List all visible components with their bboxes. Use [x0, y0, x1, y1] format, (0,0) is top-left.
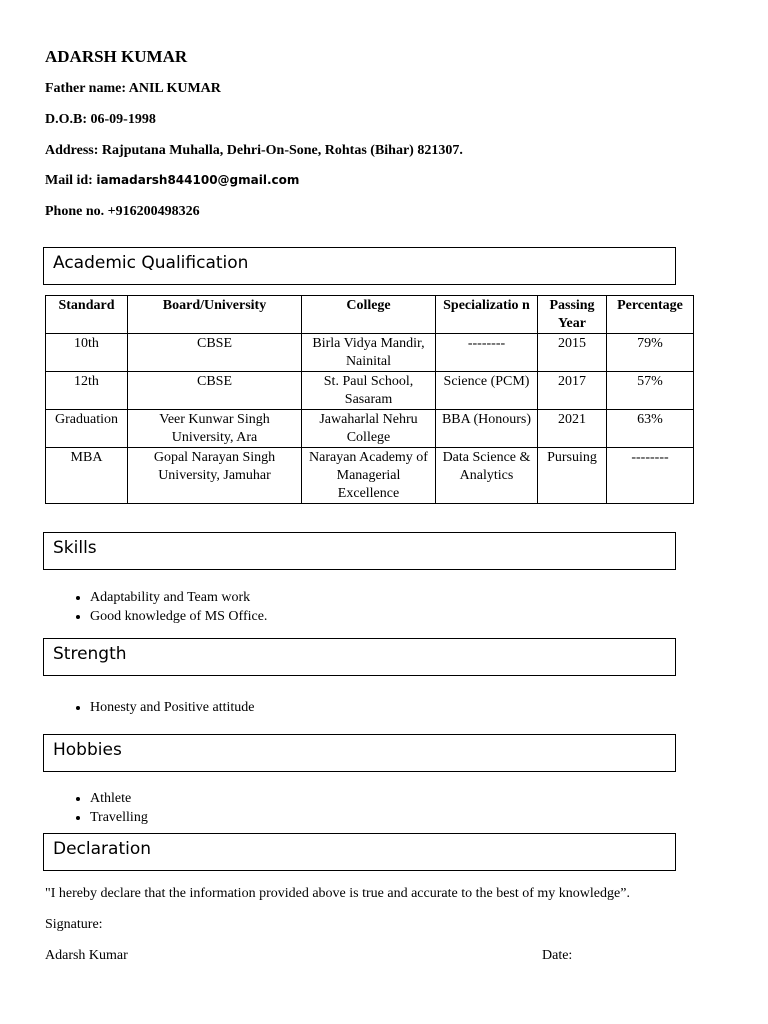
table-row	[46, 448, 694, 504]
table-header-row	[46, 296, 694, 334]
address: Address: Rajputana Muhalla, Dehri-On-Sone, Rohtas (Bihar) 821307.	[45, 143, 463, 158]
table-row	[46, 410, 694, 448]
table-row	[46, 372, 694, 410]
mail-value: iamadarsh844100@gmail.com	[96, 173, 300, 187]
header-cell: Percentage	[607, 296, 694, 334]
hobbies-list	[45, 789, 148, 827]
table-cell: CBSE	[128, 334, 302, 372]
skills-list	[45, 588, 267, 626]
table-cell: --------	[607, 448, 694, 504]
table-cell: 12th	[46, 372, 128, 410]
table-cell: Pursuing	[538, 448, 607, 504]
table-cell: Veer Kunwar Singh University, Ara	[128, 410, 302, 448]
table-cell: 2017	[538, 372, 607, 410]
declaration-statement: "I hereby declare that the information provided above is true and accurate to the best of my knowledge”.	[45, 886, 630, 901]
father-name: Father name: ANIL KUMAR	[45, 81, 221, 96]
table-cell: Jawaharlal Nehru College	[302, 410, 436, 448]
date-label: Date:	[542, 948, 573, 963]
phone-number: Phone no. +916200498326	[45, 204, 200, 219]
list-item: • Athlete	[90, 789, 148, 808]
header-cell: Passing Year	[538, 296, 607, 334]
table-cell: 10th	[46, 334, 128, 372]
list-item: • Travelling	[90, 808, 148, 827]
candidate-name: ADARSH KUMAR	[45, 47, 188, 66]
list-item: • Good knowledge of MS Office.	[90, 607, 267, 626]
table-cell: BBA (Honours)	[436, 410, 538, 448]
academic-table	[45, 295, 694, 504]
mail-id	[45, 173, 299, 189]
table-cell: MBA	[46, 448, 128, 504]
section-skills-heading: Skills	[43, 532, 676, 570]
signer-name: Adarsh Kumar	[45, 948, 128, 963]
section-academic-heading: Academic Qualification	[43, 247, 676, 285]
table-cell: St. Paul School, Sasaram	[302, 372, 436, 410]
header-cell: College	[302, 296, 436, 334]
table-cell: Gopal Narayan Singh University, Jamuhar	[128, 448, 302, 504]
section-declaration-heading: Declaration	[43, 833, 676, 871]
table-cell: Graduation	[46, 410, 128, 448]
table-cell: Narayan Academy of Managerial Excellence	[302, 448, 436, 504]
mail-label: Mail id:	[45, 173, 97, 188]
table-cell: 79%	[607, 334, 694, 372]
date-of-birth: D.O.B: 06-09-1998	[45, 112, 156, 127]
signature-label: Signature:	[45, 917, 103, 932]
strength-list	[45, 698, 254, 717]
section-strength-heading: Strength	[43, 638, 676, 676]
table-cell: Science (PCM)	[436, 372, 538, 410]
list-item: • Honesty and Positive attitude	[90, 698, 254, 717]
table-cell: 2015	[538, 334, 607, 372]
header-cell: Standard	[46, 296, 128, 334]
section-hobbies-heading: Hobbies	[43, 734, 676, 772]
table-row	[46, 334, 694, 372]
table-cell: 63%	[607, 410, 694, 448]
header-cell: Board/University	[128, 296, 302, 334]
table-cell: --------	[436, 334, 538, 372]
header-cell: Specializatio n	[436, 296, 538, 334]
table-cell: Birla Vidya Mandir, Nainital	[302, 334, 436, 372]
table-cell: 57%	[607, 372, 694, 410]
table-cell: CBSE	[128, 372, 302, 410]
list-item: • Adaptability and Team work	[90, 588, 267, 607]
table-cell: Data Science & Analytics	[436, 448, 538, 504]
table-cell: 2021	[538, 410, 607, 448]
